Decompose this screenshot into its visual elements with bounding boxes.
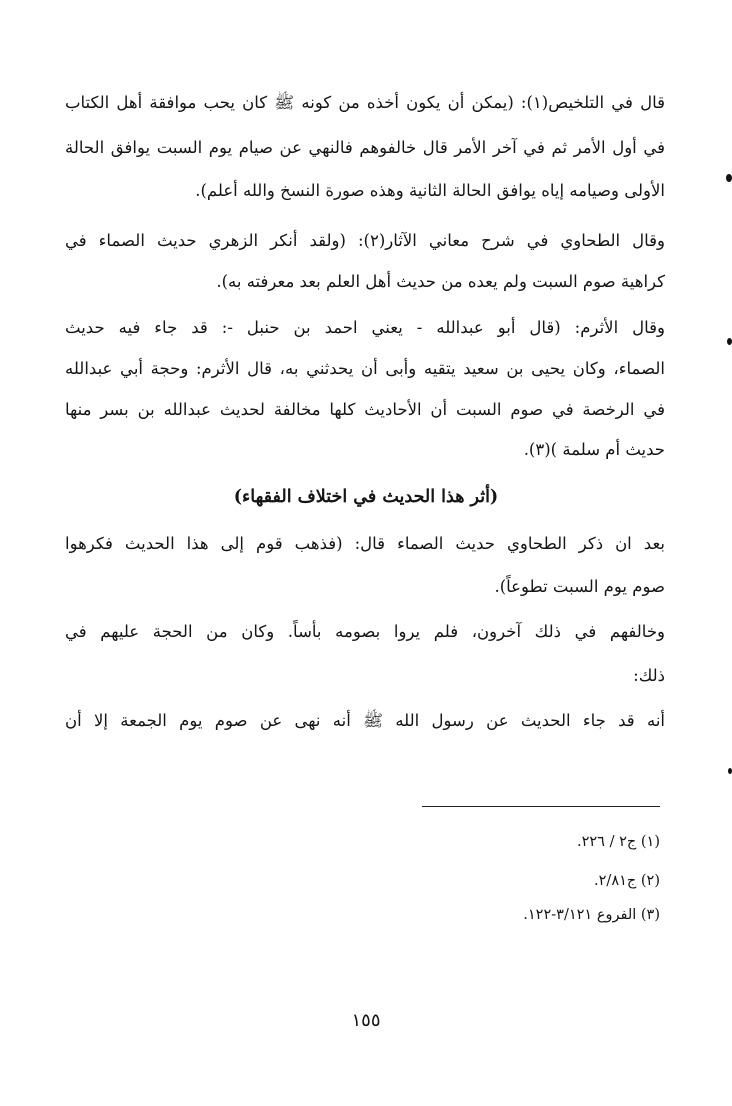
scan-mark [726,174,732,182]
section-heading: (أثر هذا الحديث في اختلاف الفقهاء) [233,487,499,507]
paragraph-1-line-3: الأولى وصيامه إياه يوافق الحالة الثانية وهذه صورة النسخ والله أعلم). [195,181,665,200]
paragraph-3-line-4: حديث أم سلمة )(٣). [523,440,665,459]
paragraph-4-line-1: بعد ان ذكر الطحاوي حديث الصماء قال: (فذهب قوم إلى هذا الحديث فكرهوا [65,534,665,553]
paragraph-3-line-2: الصماء، وكان يحيى بن سعيد يتقيه وأبى أن يحدثني به، قال الأثرم: وحجة أبي عبدالله [65,359,665,378]
paragraph-1-line-1: قال في التلخيص(١): (يمكن أن يكون أخذه من كونه ﷺ كان يحب موافقة أهل الكتاب [65,93,665,112]
footnote-1: (١) ج٢ / ٢٢٦. [577,834,660,850]
footnote-3: (٣) الفروع ٣/١٢١-١٢٢. [523,907,660,923]
footnote-2: (٢) ج٢/٨١. [594,873,660,889]
footnote-separator [422,806,660,807]
paragraph-5-line-1: وخالفهم في ذلك آخرون، فلم يروا بصومه بأساً. وكان من الحجة عليهم في [65,622,665,641]
paragraph-1-line-2: في أول الأمر ثم في آخر الأمر قال خالفوهم فالنهي عن صيام يوم السبت يوافق الحالة [65,138,665,157]
paragraph-2-line-1: وقال الطحاوي في شرح معاني الآثار(٢): (ولقد أنكر الزهري حديث الصماء في [65,231,665,250]
scan-mark [727,338,732,345]
page-number: ١٥٥ [351,1010,381,1031]
paragraph-3-line-1: وقال الأثرم: (قال أبو عبدالله - يعني احمد بن حنبل -: قد جاء فيه حديث [65,318,665,337]
scan-mark [728,768,732,774]
paragraph-3-line-3: في الرخصة في صوم السبت أن الأحاديث كلها مخالفة لحديث عبدالله بن بسر منها [65,400,665,419]
paragraph-6-line-1: أنه قد جاء الحديث عن رسول الله ﷺ أنه نهى عن صوم يوم الجمعة إلا أن [65,711,665,730]
paragraph-4-line-2: صوم يوم السبت تطوعاً). [494,577,665,596]
paragraph-2-line-2: كراهية صوم السبت ولم يعده من حديث أهل العلم بعد معرفته به). [216,272,665,291]
paragraph-5-line-2: ذلك: [633,666,665,685]
